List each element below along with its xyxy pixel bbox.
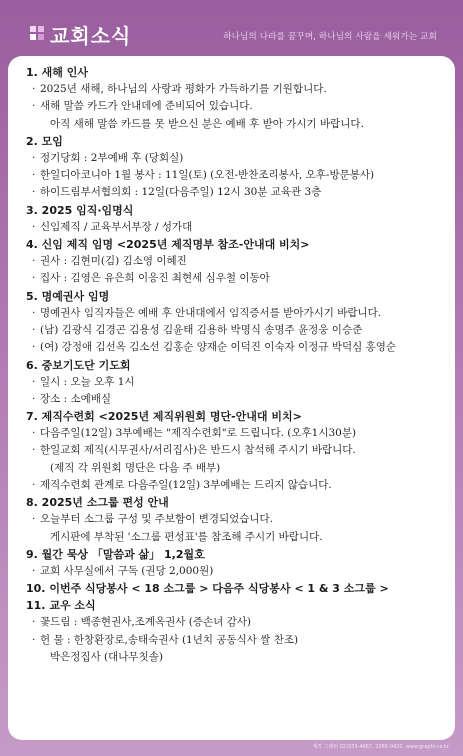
section-item (26, 98, 446, 115)
section-item (26, 150, 446, 167)
section-item (26, 425, 446, 442)
section-title: 1. 새해 인사 (26, 66, 88, 79)
section-title: 6. 중보기도단 기도회 (26, 358, 131, 372)
news-section (26, 202, 446, 236)
item-text: 한일교회 제직(시무권사/서리집사)은 반드시 참석해 주시기 바랍니다. (40, 444, 356, 457)
section-item (26, 219, 446, 236)
bullet-dot: · (32, 479, 36, 492)
section-item (26, 339, 446, 356)
item-text: 새해 말씀 카드가 안내데에 준비되어 있습니다. (40, 100, 253, 113)
section-item (26, 184, 446, 201)
section-item (26, 511, 446, 528)
item-text: 박은정집사 (대나무칫솔) (50, 650, 163, 663)
section-item (26, 442, 446, 459)
bullet-dot: · (32, 100, 36, 113)
church-motto: 하나님의 나라를 꿈꾸며, 하나님의 사람을 세워가는 교회 (223, 32, 437, 42)
section-item (26, 81, 446, 98)
section-title: 10. 이번주 식당봉사 < 18 소그룹 > 다음주 식당봉사 < 1 & 3 소그룹 > (26, 582, 389, 596)
bullet-dot: · (32, 427, 36, 440)
section-title: 11. 교우 소식 (26, 599, 96, 613)
bullet-dot: · (32, 272, 36, 285)
item-text: 교회 사무실에서 구독 (권당 2,000원) (40, 564, 214, 577)
news-section (26, 546, 446, 580)
news-section (26, 64, 446, 133)
item-text: (여) 강정애 김선옥 김소선 김홍순 양재순 이덕진 이숙자 이정규 박덕심 홍영순 (40, 341, 397, 354)
item-text: 한일디아코니아 1월 봉사 : 11일(토) (오전-반찬조리봉사, 오후-방문봉사) (40, 169, 375, 182)
section-item (26, 632, 446, 649)
news-section (26, 580, 446, 597)
news-card (8, 56, 455, 740)
bullet-dot: · (32, 186, 36, 199)
item-text: 다음주일(12일) 3부예배는 "제직수련회"로 드립니다. (오후1시30분) (40, 427, 357, 440)
section-item (26, 614, 446, 631)
section-item (26, 391, 446, 408)
section-item-continuation (26, 116, 446, 133)
bullet-dot: · (32, 169, 36, 182)
section-item (26, 322, 446, 339)
bullet-dot: · (32, 323, 36, 336)
section-item (26, 374, 446, 391)
page-title: 교회소식 (50, 24, 132, 48)
item-text: 장소 : 소예배실 (40, 392, 112, 405)
item-text: 오늘부터 소그룹 구성 및 주보함이 변경되었습니다. (40, 513, 274, 526)
news-section (26, 288, 446, 357)
item-text: 아직 새해 말씀 카드를 못 받으신 분은 예배 후 받아 가시기 바랍니다. (50, 117, 364, 130)
news-section (26, 597, 446, 666)
news-list (26, 64, 446, 666)
section-item (26, 167, 446, 184)
item-text: 게시판에 부착된 '소그룹 편성표'를 참조해 주시기 바랍니다. (50, 530, 323, 543)
item-text: 제직수련회 관계로 다음주일(12일) 3부예배는 드리지 않습니다. (40, 479, 332, 492)
item-text: 꽃드림 : 백종현권사,조계옥권사 (증손녀 감사) (40, 616, 251, 629)
bullet-dot: · (32, 444, 36, 457)
item-text: 권사 : 김현미(김) 김소영 이혜진 (40, 255, 187, 268)
section-title: 7. 제직수련회 <2025년 제직위원회 명단-안내대 비치> (26, 410, 302, 424)
section-item (26, 305, 446, 322)
section-item (26, 253, 446, 270)
section-item (26, 477, 446, 494)
bullet-dot: · (32, 513, 36, 526)
bullet-dot: · (32, 255, 36, 268)
section-title: 2. 모임 (26, 134, 63, 148)
bullet-dot: · (32, 306, 36, 319)
footer-credit: 제작 그래피 02)333-4667, 2065-0420, www.graphi.co.kr (312, 744, 449, 750)
section-title: 8. 2025년 소그룹 편성 안내 (26, 496, 169, 510)
church-logo-icon (30, 26, 44, 40)
bullet-dot: · (32, 564, 36, 577)
bullet-dot: · (32, 392, 36, 405)
item-text: 명예권사 임직자들은 예배 후 안내대에서 임직증서를 받아가시기 바랍니다. (40, 306, 382, 319)
item-text: (제직 각 위원회 명단은 다음 주 배부) (50, 461, 221, 474)
bullet-dot: · (32, 83, 36, 95)
item-text: (남) 김광식 김경곤 김용성 김윤태 김용하 박명식 송명주 윤정웅 이승준 (40, 323, 363, 336)
section-item (26, 563, 446, 580)
news-section (26, 357, 446, 409)
news-section (26, 133, 446, 202)
item-text: 헌 물 : 한창환장로,송태숙권사 (1년치 공동식사 쌀 찬조) (40, 633, 299, 646)
item-text: 신임제직 / 교육부서부장 / 성가대 (40, 220, 193, 233)
item-text: 하이드림부서협의회 : 12일(다음주일) 12시 30분 교육관 3층 (40, 186, 322, 199)
bullet-dot: · (32, 220, 36, 233)
news-section (26, 408, 446, 494)
item-text: 집사 : 김영은 유은희 이응진 최현세 심우철 이동아 (40, 272, 270, 285)
bullet-dot: · (32, 341, 36, 354)
header (0, 0, 463, 58)
bullet-dot: · (32, 633, 36, 646)
bullet-dot: · (32, 616, 36, 629)
item-text: 일시 : 오늘 오후 1시 (40, 375, 135, 388)
section-title: 4. 신임 제직 임명 <2025년 제직명부 참조-안내대 비치> (26, 238, 310, 252)
section-item-continuation (26, 460, 446, 477)
section-title: 5. 명예권사 임명 (26, 289, 110, 303)
section-item (26, 270, 446, 287)
section-item-continuation (26, 529, 446, 546)
news-section (26, 236, 446, 288)
bullet-dot: · (32, 151, 36, 164)
item-text: 2025년 새해, 하나님의 사랑과 평화가 가득하기를 기원합니다. (40, 83, 327, 95)
news-section (26, 494, 446, 546)
bullet-dot: · (32, 375, 36, 388)
section-item-continuation (26, 649, 446, 666)
section-title: 3. 2025 임직·임명식 (26, 203, 134, 217)
item-text: 정기당회 : 2부예배 후 (당회실) (40, 151, 184, 164)
section-title: 9. 월간 묵상 「말씀과 삶」 1,2월호 (26, 547, 205, 561)
